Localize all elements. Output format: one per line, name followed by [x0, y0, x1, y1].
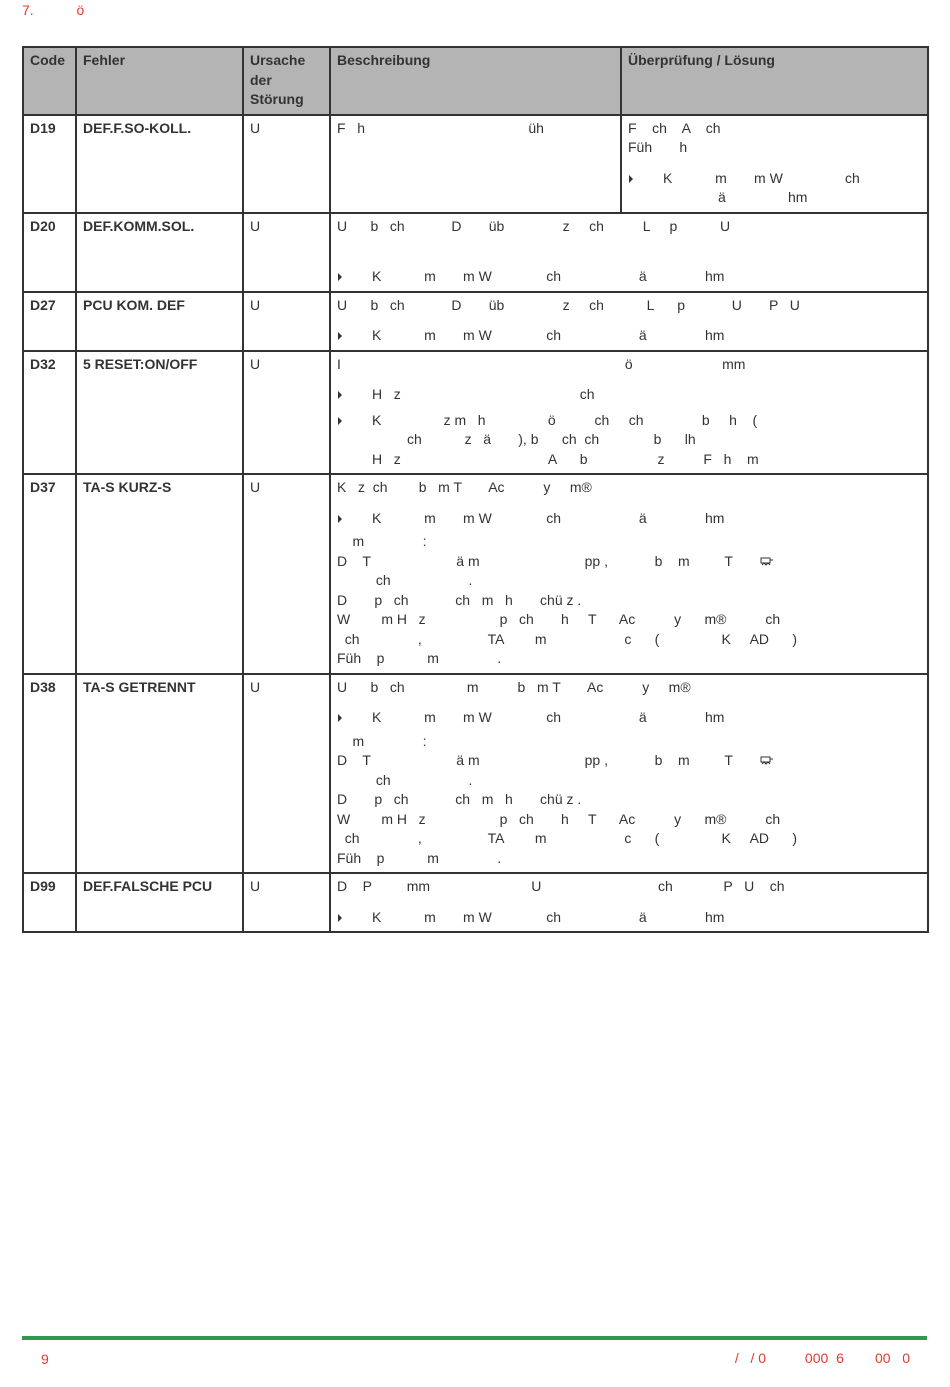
bullet-text: K m m W ch ä hm	[372, 908, 725, 925]
note-text: Füh p m .	[337, 650, 502, 666]
cell-description	[330, 115, 621, 213]
table-header-row	[23, 47, 928, 115]
description-bullet	[337, 509, 921, 529]
header-cause-line: Störung	[250, 91, 304, 107]
cell-cause: U	[243, 873, 330, 932]
description-text: U b ch D üb z ch L p U	[337, 217, 731, 234]
bullet-text: K m m W ch ä hm	[372, 327, 725, 343]
cell-code: D37	[23, 474, 76, 674]
header-check: Überprüfung / Lösung	[621, 47, 928, 115]
bullet-text: H z ch	[372, 386, 595, 402]
note-text: Füh p m .	[337, 849, 502, 866]
cell-code: D27	[23, 292, 76, 351]
table-row	[23, 474, 928, 674]
document-reference: / / 0 000 6 00 0	[734, 1350, 910, 1366]
bullet-text: K m m W ch ä hm	[372, 268, 725, 284]
cell-description	[330, 873, 928, 932]
description-bullet	[337, 267, 921, 287]
cell-fault: 5 RESET:ON/OFF	[76, 351, 243, 475]
header-cause	[243, 47, 330, 115]
cell-description	[330, 213, 928, 292]
table-row	[23, 674, 928, 874]
bullet-arrow-icon	[338, 417, 342, 425]
bullet-arrow-icon	[338, 273, 342, 281]
note-text: ch .	[337, 771, 473, 788]
cell-cause: U	[243, 292, 330, 351]
check-bullet	[628, 169, 921, 189]
cell-code: D20	[23, 213, 76, 292]
bullet-text: K m m W ch ä hm	[372, 709, 725, 725]
bullet-text-continued: ch z ä ), b ch ch b lh	[407, 431, 696, 447]
cell-fault: DEF.KOMM.SOL.	[76, 213, 243, 292]
bullet-text-continued: ä hm	[718, 189, 808, 205]
check-text: Füh h	[628, 139, 688, 155]
table-row	[23, 115, 928, 213]
cell-description	[330, 474, 928, 674]
cell-cause: U	[243, 674, 330, 874]
header-cause-line: der	[250, 71, 272, 88]
bullet-text-continued: H z A b z F h m	[372, 450, 759, 467]
table-row	[23, 213, 928, 292]
footer-rule	[22, 1336, 927, 1340]
description-text: K z ch b m T Ac y m®	[337, 479, 592, 495]
note-text: ch .	[337, 572, 473, 588]
header-fault: Fehler	[76, 47, 243, 115]
table-row	[23, 351, 928, 475]
table-row	[23, 873, 928, 932]
bullet-arrow-icon	[629, 175, 633, 183]
note-text: m :	[337, 533, 427, 549]
cell-code: D38	[23, 674, 76, 874]
cell-fault: PCU KOM. DEF	[76, 292, 243, 351]
description-text: U b ch m b m T Ac y m®	[337, 678, 691, 695]
bullet-text: K m m W ch ä hm	[372, 509, 725, 526]
bullet-arrow-icon	[338, 914, 342, 922]
check-text: F ch A ch	[628, 119, 721, 136]
note-text: m :	[337, 732, 427, 749]
note-text-segment: D T ä m pp , b m T	[337, 552, 733, 569]
header-cause-line: Ursache	[250, 52, 306, 68]
bullet-arrow-icon	[338, 515, 342, 523]
cell-cause: U	[243, 474, 330, 674]
description-bullet	[337, 326, 921, 346]
bullet-arrow-icon	[338, 391, 342, 399]
description-text: F h üh	[337, 119, 544, 136]
cell-fault: TA-S GETRENNT	[76, 674, 243, 874]
cell-cause: U	[243, 213, 330, 292]
bullet-text: K m m W ch	[663, 169, 860, 186]
note-text: D p ch ch m h chü z .	[337, 591, 582, 608]
note-text: D p ch ch m h chü z .	[337, 791, 582, 807]
cell-fault: TA-S KURZ-S	[76, 474, 243, 674]
note-text-segment: D T ä m pp , b m T	[337, 752, 733, 768]
cell-description	[330, 292, 928, 351]
note-text	[337, 552, 921, 572]
cell-description	[330, 674, 928, 874]
thermostat-icon	[760, 756, 774, 766]
note-text: W m H z p ch h T Ac y m® ch	[337, 810, 781, 827]
section-header: 7. ö	[22, 2, 85, 18]
note-text: ch , TA m c ( K AD )	[337, 830, 798, 846]
description-bullet	[337, 385, 921, 405]
description-bullet	[337, 908, 921, 928]
cell-code: D32	[23, 351, 76, 475]
header-code: Code	[23, 47, 76, 115]
fault-code-table	[22, 46, 929, 933]
description-bullet	[337, 411, 921, 431]
bullet-text: K z m h ö ch ch b h (	[372, 411, 758, 428]
thermostat-icon	[760, 557, 774, 567]
cell-code: D99	[23, 873, 76, 932]
description-text: I ö mm	[337, 355, 746, 372]
page-number: 9	[41, 1351, 49, 1367]
header-description: Beschreibung	[330, 47, 621, 115]
note-text: W m H z p ch h T Ac y m® ch	[337, 611, 781, 627]
note-text: ch , TA m c ( K AD )	[337, 630, 798, 647]
description-bullet	[337, 708, 921, 728]
cell-check	[621, 115, 928, 213]
cell-fault: DEF.FALSCHE PCU	[76, 873, 243, 932]
cell-cause: U	[243, 351, 330, 475]
note-text	[337, 751, 921, 771]
cell-cause: U	[243, 115, 330, 213]
cell-description	[330, 351, 928, 475]
cell-fault: DEF.F.SO-KOLL.	[76, 115, 243, 213]
cell-code: D19	[23, 115, 76, 213]
bullet-arrow-icon	[338, 714, 342, 722]
description-text: U b ch D üb z ch L p U P U	[337, 296, 800, 313]
description-text: D P mm U ch P U ch	[337, 878, 785, 894]
table-row	[23, 292, 928, 351]
bullet-arrow-icon	[338, 332, 342, 340]
